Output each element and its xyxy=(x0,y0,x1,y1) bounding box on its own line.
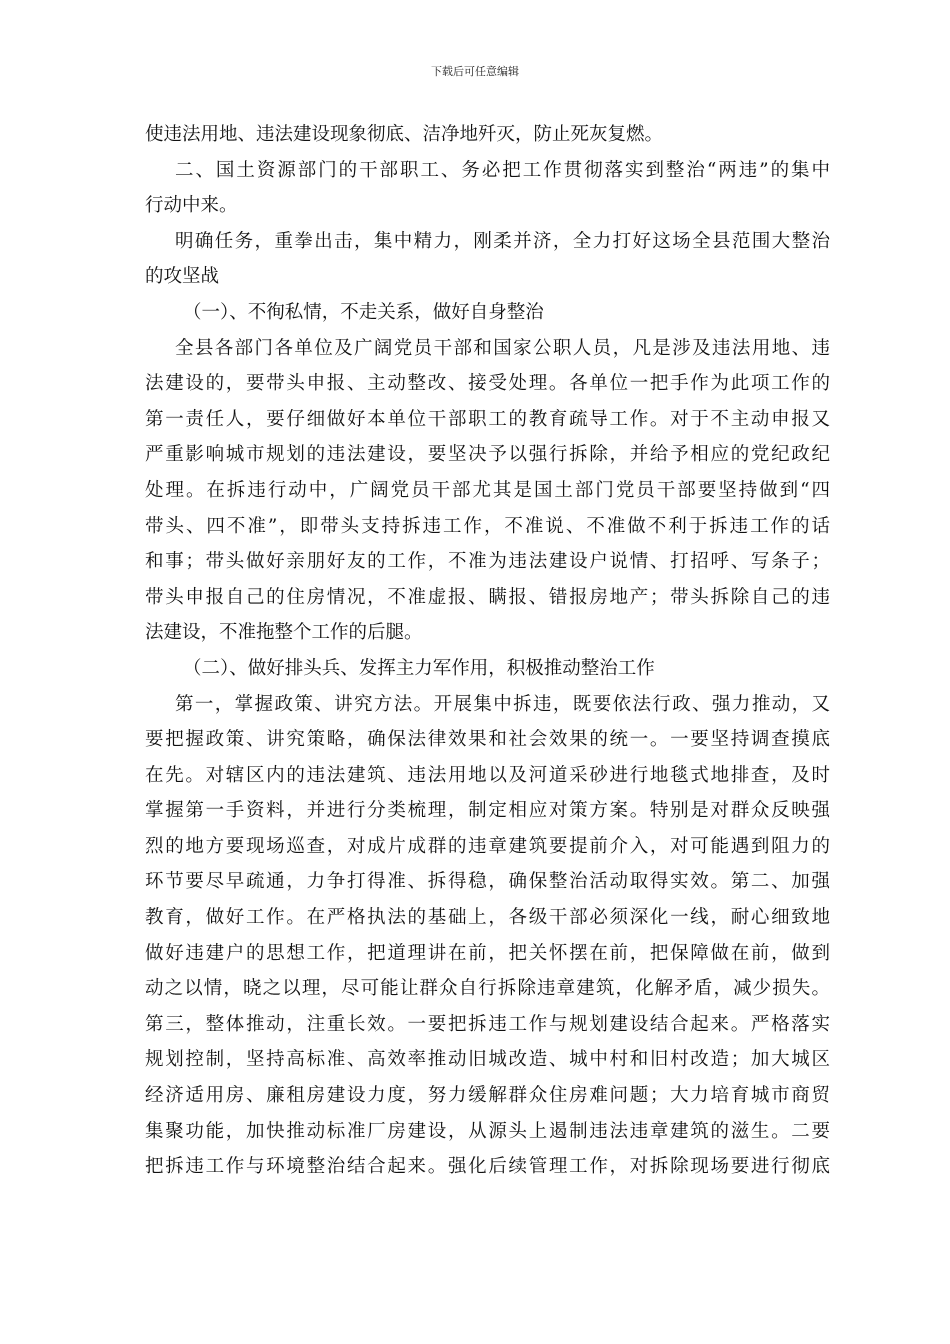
paragraph-line: 第一，掌握政策、讲究方法。开展集中拆违，既要依法行政、强力推动，又 xyxy=(175,693,830,715)
page-header: 下载后可任意编辑 xyxy=(431,65,519,78)
paragraph-line: 全县各部门各单位及广阔党员干部和国家公职人员，凡是涉及违法用地、违 xyxy=(175,337,830,359)
paragraph-line: （二）、做好排头兵、发挥主力军作用，积极推动整治工作 xyxy=(183,657,655,679)
paragraph-line: 明确任务，重拳出击，集中精力，刚柔并济，全力打好这场全县范围大整治 xyxy=(175,230,830,252)
paragraph-line: 带头申报自己的住房情况，不准虚报、瞒报、错报房地产；带头拆除自己的违 xyxy=(145,586,830,608)
paragraph-line: （一）、不徇私情，不走关系，做好自身整治 xyxy=(183,301,544,323)
paragraph-line: 法建设，不准拖整个工作的后腿。 xyxy=(145,622,423,644)
paragraph-line: 法建设的，要带头申报、主动整改、接受处理。各单位一把手作为此项工作的 xyxy=(145,373,830,395)
paragraph-line: 教育，做好工作。在严格执法的基础上，各级干部必须深化一线，耐心细致地 xyxy=(145,907,830,929)
paragraph-line: 严重影响城市规划的违法建设，要坚决予以强行拆除，并给予相应的党纪政纪 xyxy=(145,444,830,466)
paragraph-line: 行动中来。 xyxy=(145,195,238,217)
paragraph-line: 经济适用房、廉租房建设力度，努力缓解群众住房难问题；大力培育城市商贸 xyxy=(145,1085,830,1107)
paragraph-line: 把拆违工作与环境整治结合起来。强化后续管理工作，对拆除现场要进行彻底 xyxy=(145,1156,830,1178)
paragraph-line: 环节要尽早疏通，力争打得准、拆得稳，确保整治活动取得实效。第二、加强 xyxy=(145,871,830,893)
paragraph-line: 处理。在拆违行动中，广阔党员干部尤其是国土部门党员干部要坚持做到“四 xyxy=(145,479,830,501)
paragraph-line: 掌握第一手资料，并进行分类梳理，制定相应对策方案。特别是对群众反映强 xyxy=(145,800,830,822)
paragraph-line: 的攻坚战 xyxy=(145,266,220,288)
paragraph-line: 使违法用地、违法建设现象彻底、洁净地歼灭，防止死灰复燃。 xyxy=(145,124,664,145)
paragraph-line: 在先。对辖区内的违法建筑、违法用地以及河道采砂进行地毯式地排查，及时 xyxy=(145,764,830,786)
paragraph-line: 规划控制，坚持高标准、高效率推动旧城改造、城中村和旧村改造；加大城区 xyxy=(145,1049,830,1071)
paragraph-line: 集聚功能，加快推动标准厂房建设，从源头上遏制违法违章建筑的滋生。二要 xyxy=(145,1120,830,1142)
paragraph-line: 第三，整体推动，注重长效。一要把拆违工作与规划建设结合起来。严格落实 xyxy=(145,1013,830,1035)
paragraph-line: 烈的地方要现场巡查，对成片成群的违章建筑要提前介入，对可能遇到阻力的 xyxy=(145,835,830,857)
paragraph-line: 带头、四不准”，即带头支持拆违工作，不准说、不准做不利于拆违工作的话 xyxy=(145,515,830,537)
paragraph-line: 二、国土资源部门的干部职工、务必把工作贯彻落实到整治“两违”的集中 xyxy=(175,159,830,181)
paragraph-line: 动之以情，晓之以理，尽可能让群众自行拆除违章建筑，化解矛盾，减少损失。 xyxy=(145,978,830,1000)
paragraph-line: 要把握政策、讲究策略，确保法律效果和社会效果的统一。一要坚持调查摸底 xyxy=(145,729,830,751)
paragraph-line: 第一责任人，要仔细做好本单位干部职工的教育疏导工作。对于不主动申报又 xyxy=(145,408,830,430)
paragraph-line: 做好违建户的思想工作，把道理讲在前，把关怀摆在前，把保障做在前，做到 xyxy=(145,942,830,964)
document-body xyxy=(145,117,830,1185)
paragraph-line: 和事；带头做好亲朋好友的工作，不准为违法建设户说情、打招呼、写条子； xyxy=(145,551,830,573)
